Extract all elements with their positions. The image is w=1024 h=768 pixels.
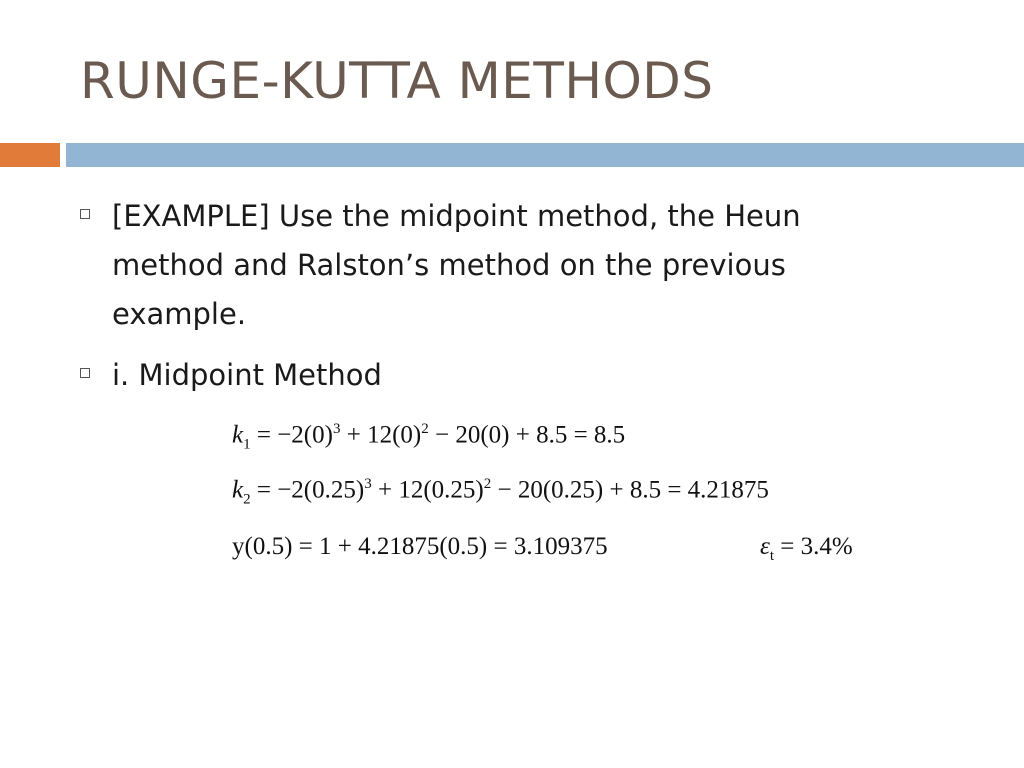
error-estimate	[760, 533, 853, 565]
epsilon-symbol: ε	[760, 533, 770, 560]
accent-bar-orange	[0, 143, 60, 167]
square-bullet-icon	[80, 368, 90, 378]
k1-term3: − 20(0) + 8.5 = 8.5	[428, 421, 626, 449]
k2-term3: − 20(0.25) + 8.5 = 4.21875	[491, 476, 769, 504]
k2-variable: k	[232, 476, 244, 504]
y-equation-text: y(0.5) = 1 + 4.21875(0.5) = 3.109375	[232, 533, 608, 560]
k1-exponent2: 2	[421, 421, 429, 437]
accent-bar-blue	[66, 143, 1024, 167]
square-bullet-icon	[80, 209, 90, 219]
k1-exponent1: 3	[332, 421, 341, 437]
bullet-item-example	[80, 192, 900, 339]
bullet-list	[80, 192, 900, 412]
k1-term1: = −2(0)	[256, 421, 333, 449]
k2-term1: = −2(0.25)	[256, 476, 365, 504]
k2-term2: + 12(0.25)	[371, 476, 484, 504]
equation-k2	[232, 476, 932, 508]
k1-variable: k	[232, 421, 244, 449]
slide-title: RUNGE-KUTTA METHODS	[80, 52, 714, 110]
k1-subscript: 1	[243, 436, 251, 453]
equation-y	[232, 533, 932, 564]
error-value: = 3.4%	[774, 533, 853, 560]
k1-term2: + 12(0)	[340, 421, 422, 449]
bullet-text: i. Midpoint Method	[112, 358, 382, 392]
k2-subscript: 2	[243, 491, 251, 508]
equation-k1	[232, 421, 932, 453]
bullet-text: [EXAMPLE] Use the midpoint method, the Heun method and Ralston’s method on the previous example.	[112, 199, 801, 331]
k2-exponent1: 3	[364, 476, 372, 492]
k2-exponent2: 2	[483, 476, 492, 492]
bullet-item-midpoint	[80, 351, 900, 400]
epsilon-subscript: t	[769, 548, 775, 564]
